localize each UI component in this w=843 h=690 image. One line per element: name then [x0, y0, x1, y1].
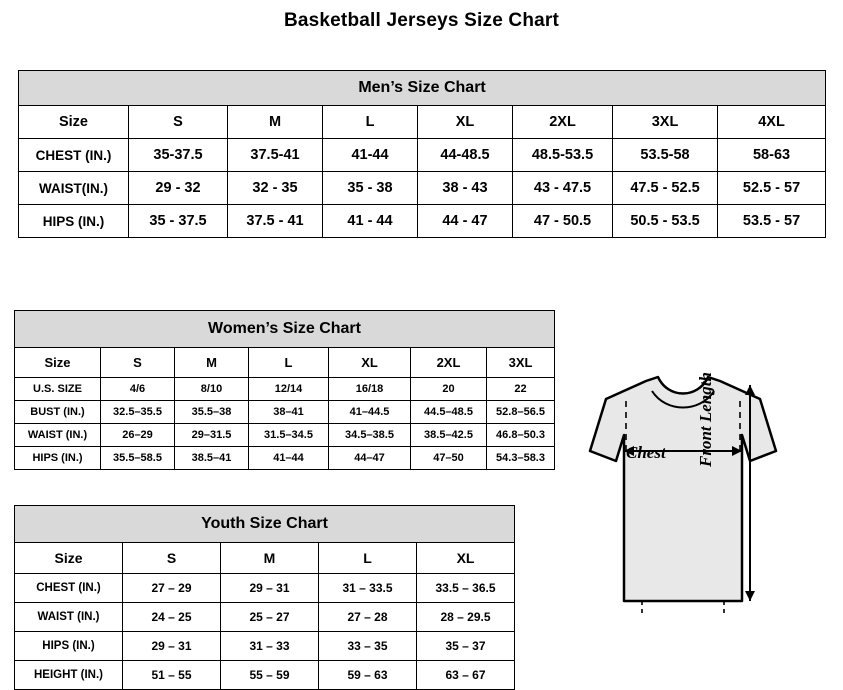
mens-header-cell: L: [323, 106, 418, 139]
mens-cell: 52.5 - 57: [718, 172, 826, 205]
youth-cell: 27 – 28: [319, 603, 417, 632]
youth-header-cell: S: [123, 543, 221, 574]
table-row: [15, 401, 555, 424]
mens-size-chart-table: [18, 70, 826, 238]
mens-table-caption: Men’s Size Chart: [19, 71, 826, 106]
youth-cell: 29 – 31: [221, 574, 319, 603]
mens-cell: 43 - 47.5: [513, 172, 613, 205]
mens-header-cell: XL: [418, 106, 513, 139]
womens-cell: 16/18: [329, 378, 411, 401]
mens-cell: 53.5 - 57: [718, 205, 826, 238]
youth-cell: 63 – 67: [417, 661, 515, 690]
womens-row-label: U.S. SIZE: [15, 378, 101, 401]
mens-cell: 58-63: [718, 139, 826, 172]
womens-cell: 41–44: [249, 447, 329, 470]
womens-cell: 35.5–38: [175, 401, 249, 424]
youth-cell: 29 – 31: [123, 632, 221, 661]
table-row: [15, 574, 515, 603]
youth-cell: 55 – 59: [221, 661, 319, 690]
womens-header-cell: 2XL: [411, 348, 487, 378]
womens-cell: 52.8–56.5: [487, 401, 555, 424]
youth-header-row: [15, 543, 515, 574]
mens-cell: 29 - 32: [129, 172, 228, 205]
youth-cell: 51 – 55: [123, 661, 221, 690]
page-title: Basketball Jerseys Size Chart: [283, 10, 560, 31]
womens-cell: 38.5–42.5: [411, 424, 487, 447]
womens-cell: 8/10: [175, 378, 249, 401]
mens-header-cell: Size: [19, 106, 129, 139]
table-row: [19, 172, 826, 205]
youth-cell: 31 – 33.5: [319, 574, 417, 603]
mens-cell: 41 - 44: [323, 205, 418, 238]
mens-cell: 38 - 43: [418, 172, 513, 205]
womens-header-cell: 3XL: [487, 348, 555, 378]
youth-row-label: CHEST (IN.): [15, 574, 123, 603]
mens-table-caption-row: [19, 71, 826, 106]
womens-header-cell: L: [249, 348, 329, 378]
mens-cell: 41-44: [323, 139, 418, 172]
youth-header-cell: M: [221, 543, 319, 574]
womens-cell: 41–44.5: [329, 401, 411, 424]
table-row: [19, 205, 826, 238]
womens-cell: 29–31.5: [175, 424, 249, 447]
mens-cell: 37.5-41: [228, 139, 323, 172]
youth-row-label: HIPS (IN.): [15, 632, 123, 661]
mens-row-label: CHEST (IN.): [19, 139, 129, 172]
mens-header-cell: M: [228, 106, 323, 139]
table-row: [15, 661, 515, 690]
youth-cell: 33.5 – 36.5: [417, 574, 515, 603]
youth-cell: 27 – 29: [123, 574, 221, 603]
womens-cell: 44–47: [329, 447, 411, 470]
youth-header-cell: Size: [15, 543, 123, 574]
table-row: [15, 603, 515, 632]
mens-header-row: [19, 106, 826, 139]
mens-row-label: HIPS (IN.): [19, 205, 129, 238]
mens-cell: 50.5 - 53.5: [613, 205, 718, 238]
womens-table-caption-row: [15, 311, 555, 348]
youth-row-label: HEIGHT (IN.): [15, 661, 123, 690]
youth-cell: 33 – 35: [319, 632, 417, 661]
womens-cell: 34.5–38.5: [329, 424, 411, 447]
womens-cell: 47–50: [411, 447, 487, 470]
youth-row-label: WAIST (IN.): [15, 603, 123, 632]
womens-cell: 4/6: [101, 378, 175, 401]
table-row: [15, 424, 555, 447]
mens-header-cell: 3XL: [613, 106, 718, 139]
youth-cell: 35 – 37: [417, 632, 515, 661]
womens-cell: 20: [411, 378, 487, 401]
table-row: [15, 447, 555, 470]
mens-cell: 47 - 50.5: [513, 205, 613, 238]
youth-cell: 31 – 33: [221, 632, 319, 661]
table-row: [15, 632, 515, 661]
jersey-shirt-icon: [528, 355, 838, 665]
youth-cell: 59 – 63: [319, 661, 417, 690]
womens-cell: 12/14: [249, 378, 329, 401]
womens-cell: 31.5–34.5: [249, 424, 329, 447]
womens-cell: 44.5–48.5: [411, 401, 487, 424]
mens-header-cell: S: [129, 106, 228, 139]
table-row: [19, 139, 826, 172]
womens-header-cell: M: [175, 348, 249, 378]
youth-header-cell: XL: [417, 543, 515, 574]
womens-cell: 46.8–50.3: [487, 424, 555, 447]
table-row: [15, 378, 555, 401]
mens-cell: 53.5-58: [613, 139, 718, 172]
mens-cell: 44 - 47: [418, 205, 513, 238]
womens-cell: 22: [487, 378, 555, 401]
mens-header-cell: 4XL: [718, 106, 826, 139]
youth-size-chart-table: [14, 505, 515, 690]
womens-table-caption: Women’s Size Chart: [15, 311, 555, 348]
womens-row-label: BUST (IN.): [15, 401, 101, 424]
womens-header-row: [15, 348, 555, 378]
mens-cell: 37.5 - 41: [228, 205, 323, 238]
womens-cell: 26–29: [101, 424, 175, 447]
womens-size-chart-table: [14, 310, 555, 470]
womens-header-cell: S: [101, 348, 175, 378]
womens-cell: 32.5–35.5: [101, 401, 175, 424]
womens-cell: 38–41: [249, 401, 329, 424]
mens-cell: 35 - 37.5: [129, 205, 228, 238]
womens-header-cell: XL: [329, 348, 411, 378]
mens-cell: 44-48.5: [418, 139, 513, 172]
youth-header-cell: L: [319, 543, 417, 574]
womens-cell: 35.5–58.5: [101, 447, 175, 470]
mens-cell: 48.5-53.5: [513, 139, 613, 172]
mens-cell: 47.5 - 52.5: [613, 172, 718, 205]
mens-header-cell: 2XL: [513, 106, 613, 139]
youth-cell: 25 – 27: [221, 603, 319, 632]
jersey-measurement-diagram: [528, 355, 838, 665]
mens-row-label: WAIST(IN.): [19, 172, 129, 205]
womens-cell: 54.3–58.3: [487, 447, 555, 470]
mens-cell: 35-37.5: [129, 139, 228, 172]
mens-cell: 35 - 38: [323, 172, 418, 205]
womens-cell: 38.5–41: [175, 447, 249, 470]
youth-table-caption: Youth Size Chart: [15, 506, 515, 543]
youth-cell: 24 – 25: [123, 603, 221, 632]
youth-table-caption-row: [15, 506, 515, 543]
front-length-measure-label: Front Length: [696, 372, 715, 467]
mens-cell: 32 - 35: [228, 172, 323, 205]
youth-cell: 28 – 29.5: [417, 603, 515, 632]
womens-header-cell: Size: [15, 348, 101, 378]
womens-row-label: HIPS (IN.): [15, 447, 101, 470]
womens-row-label: WAIST (IN.): [15, 424, 101, 447]
chest-measure-label: Chest: [626, 443, 666, 462]
